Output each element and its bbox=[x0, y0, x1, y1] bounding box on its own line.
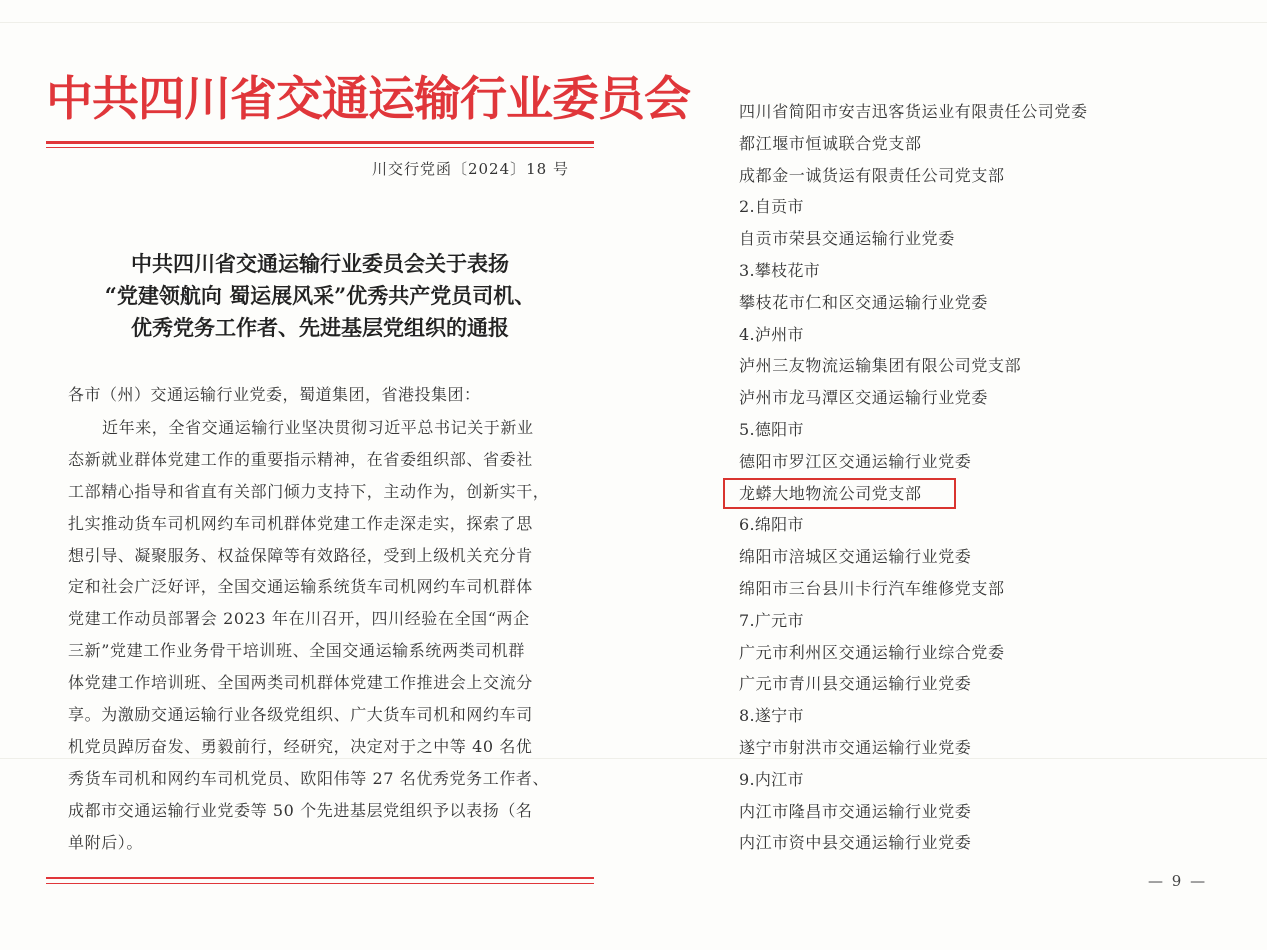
city-heading: 9.内江市 bbox=[739, 769, 804, 789]
city-heading: 6.绵阳市 bbox=[739, 515, 804, 535]
list-item: 攀枝花市仁和区交通运输行业党委 bbox=[739, 292, 989, 312]
city-heading: 5.德阳市 bbox=[739, 419, 804, 439]
page-number: — 9 — bbox=[1148, 872, 1208, 890]
notice-body bbox=[68, 412, 588, 858]
list-item: 内江市资中县交通运输行业党委 bbox=[739, 833, 972, 853]
city-heading: 2.自贡市 bbox=[739, 197, 804, 217]
city-heading: 8.遂宁市 bbox=[739, 706, 804, 726]
list-item: 都江堰市恒诚联合党支部 bbox=[739, 133, 922, 153]
body-line: 扎实推动货车司机网约车司机群体党建工作走深走实，探索了思 bbox=[68, 513, 533, 533]
notice-title-line: 优秀党务工作者、先进基层党组织的通报 bbox=[131, 315, 509, 340]
footer-red-rule-thin bbox=[46, 883, 594, 884]
body-line: 定和社会广泛好评，全国交通运输系统货车司机网约车司机群体 bbox=[68, 577, 533, 597]
city-heading: 3.攀枝花市 bbox=[739, 260, 821, 280]
salutation: 各市（州）交通运输行业党委，蜀道集团，省港投集团： bbox=[68, 385, 481, 404]
list-item: 泸州三友物流运输集团有限公司党支部 bbox=[739, 356, 1022, 376]
body-line: 享。为激励交通运输行业各级党组织、广大货车司机和网约车司 bbox=[68, 705, 533, 725]
body-line: 三新”党建工作业务骨干培训班、全国交通运输系统两类司机群 bbox=[68, 641, 525, 661]
letterhead-masthead: 中共四川省交通运输行业委员会 bbox=[46, 72, 690, 127]
letterhead-red-rule bbox=[46, 141, 594, 144]
list-item: 广元市青川县交通运输行业党委 bbox=[739, 674, 972, 694]
body-line: 态新就业群体党建工作的重要指示精神，在省委组织部、省委社 bbox=[68, 449, 533, 469]
body-line: 工部精心指导和省直有关部门倾力支持下，主动作为，创新实干， bbox=[68, 481, 550, 501]
list-item: 绵阳市三台县川卡行汽车维修党支部 bbox=[739, 578, 1005, 598]
body-line: 党建工作动员部署会 2023 年在川召开，四川经验在全国“两企 bbox=[68, 609, 530, 629]
city-heading: 4.泸州市 bbox=[739, 324, 804, 344]
list-item: 内江市隆昌市交通运输行业党委 bbox=[739, 801, 972, 821]
body-line: 机党员踔厉奋发、勇毅前行，经研究，决定对于之中等 40 名优 bbox=[68, 736, 533, 756]
footer-red-rule bbox=[46, 877, 594, 879]
notice-title-line: 中共四川省交通运输行业委员会关于表扬 bbox=[131, 251, 509, 276]
list-item: 遂宁市射洪市交通运输行业党委 bbox=[739, 737, 972, 757]
list-item-highlighted: 龙蟒大地物流公司党支部 bbox=[739, 483, 922, 503]
body-line: 近年来，全省交通运输行业坚决贯彻习近平总书记关于新业 bbox=[102, 418, 534, 437]
city-heading: 7.广元市 bbox=[739, 610, 804, 630]
list-item: 成都金一诚货运有限责任公司党支部 bbox=[739, 165, 1005, 185]
list-item: 泸州市龙马潭区交通运输行业党委 bbox=[739, 388, 989, 408]
document-number: 川交行党函〔2024〕18 号 bbox=[371, 160, 569, 178]
list-item: 德阳市罗江区交通运输行业党委 bbox=[739, 451, 972, 471]
letterhead-red-rule-thin bbox=[46, 147, 594, 148]
list-item: 广元市利州区交通运输行业综合党委 bbox=[739, 642, 1005, 662]
list-item: 四川省简阳市安吉迅客货运业有限责任公司党委 bbox=[739, 102, 1088, 121]
body-line: 秀货车司机和网约车司机党员、欧阳伟等 27 名优秀党务工作者、 bbox=[68, 768, 550, 788]
body-line: 体党建工作培训班、全国两类司机群体党建工作推进会上交流分 bbox=[68, 673, 533, 693]
notice-title-line: “党建领航向 蜀运展风采”优秀共产党员司机、 bbox=[104, 283, 536, 308]
body-line: 想引导、凝聚服务、权益保障等有效路径，受到上级机关充分肯 bbox=[68, 545, 533, 565]
body-line: 成都市交通运输行业党委等 50 个先进基层党组织予以表扬（名 bbox=[68, 800, 533, 820]
highlight-box bbox=[723, 478, 956, 509]
body-line: 单附后）。 bbox=[68, 832, 144, 852]
list-item: 绵阳市涪城区交通运输行业党委 bbox=[739, 547, 972, 567]
scan-artifact bbox=[0, 22, 1267, 23]
notice-title bbox=[46, 248, 594, 344]
list-item: 自贡市荣县交通运输行业党委 bbox=[739, 229, 955, 249]
